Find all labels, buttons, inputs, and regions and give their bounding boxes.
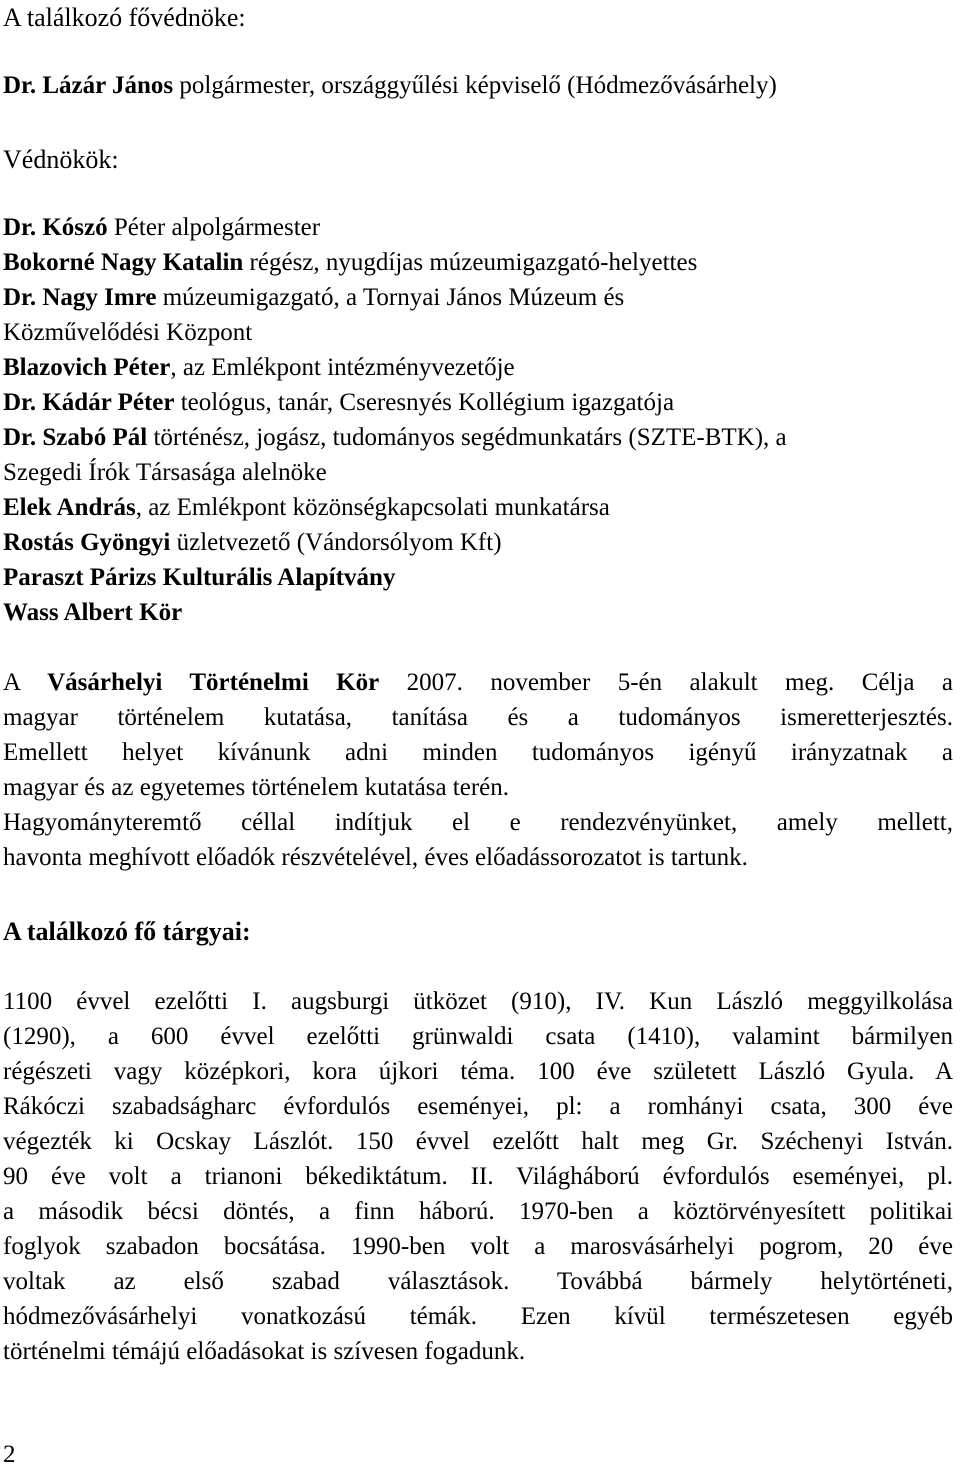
patron-role: polgármester, országgyűlési képviselő (Hódmezővásárhely) <box>173 72 777 99</box>
topics-line: foglyok szabadon bocsátása. 1990-ben volt a marosvásárhelyi pogrom, 20 éve <box>3 1233 953 1260</box>
sponsor-name: Dr. Nagy Imre <box>3 284 157 311</box>
sponsor-role: üzletvezető (Vándorsólyom Kft) <box>170 529 502 556</box>
sponsor-role: , az Emlékpont intézményvezetője <box>170 354 515 381</box>
topics-line: a második bécsi döntés, a finn háború. 1970-ben a köztörvényesített politikai <box>3 1198 953 1225</box>
topics-line: (1290), a 600 évvel ezelőtti grünwaldi csata (1410), valamint bármilyen <box>3 1023 953 1050</box>
sponsor-name: Rostás Gyöngyi <box>3 529 171 556</box>
topics-line: régészeti vagy középkori, kora újkori téma. 100 éve született László Gyula. A <box>3 1058 953 1085</box>
topics-line: hódmezővásárhelyi vonatkozású témák. Ezen kívül természetesen egyéb <box>3 1303 953 1330</box>
topics-heading <box>3 914 953 949</box>
sponsor-name: Dr. Szabó Pál <box>3 424 148 451</box>
sponsor-name: Paraszt Párizs Kulturális Alapítvány <box>3 564 396 591</box>
sponsor-entry <box>3 560 953 595</box>
sponsor-role: történész, jogász, tudományos segédmunkatárs (SZTE-BTK), a <box>147 424 787 451</box>
topics-line: voltak az első szabad választások. Továbbá bármely helytörténeti, <box>3 1268 953 1295</box>
sponsor-name: Dr. Kószó <box>3 214 108 241</box>
sponsor-role: , az Emlékpont közönségkapcsolati munkatársa <box>135 494 610 521</box>
sponsor-role: Szegedi Írók Társasága alelnöke <box>3 459 327 486</box>
intro-line: magyar és az egyetemes történelem kutatása terén. <box>3 774 510 801</box>
sponsor-entry <box>3 525 953 560</box>
topics-line: végezték ki Ocskay Lászlót. 150 évvel ezelőtt halt meg Gr. Széchenyi István. <box>3 1128 953 1155</box>
topics-line: Rákóczi szabadságharc évfordulós eseményei, pl: a romhányi csata, 300 éve <box>3 1093 953 1120</box>
sponsor-entry <box>3 245 953 280</box>
sponsor-name: Dr. Kádár Péter <box>3 389 175 416</box>
sponsor-name: Wass Albert Kör <box>3 599 183 626</box>
intro-lead: A <box>3 669 48 696</box>
sponsor-entry <box>3 385 953 420</box>
intro-line: Emellett helyet kívánunk adni minden tudományos igényű irányzatnak a <box>3 739 953 766</box>
sponsor-role: teológus, tanár, Cseresnyés Kollégium igazgatója <box>174 389 675 416</box>
intro-line: magyar történelem kutatása, tanítása és a tudományos ismeretterjesztés. <box>3 704 953 731</box>
sponsor-entry <box>3 420 953 455</box>
sponsor-entry <box>3 315 953 350</box>
intro-line: Hagyományteremtő céllal indítjuk el e rendezvényünket, amely mellett, <box>3 809 953 836</box>
sponsor-role: Péter alpolgármester <box>107 214 321 241</box>
sponsor-entry <box>3 595 953 630</box>
intro-line: havonta meghívott előadók részvételével, éves előadássorozatot is tartunk. <box>3 844 748 871</box>
intro-text: 2007. november 5-én alakult meg. Célja a <box>379 669 953 696</box>
sponsor-name: Elek András <box>3 494 136 521</box>
topics-line: 1100 évvel ezelőtti I. augsburgi ütközet (910), IV. Kun László meggyilkolása <box>3 988 953 1015</box>
sponsor-entry <box>3 350 953 385</box>
patron-entry <box>3 68 953 103</box>
sponsor-role: régész, nyugdíjas múzeumigazgató-helyettes <box>243 249 698 276</box>
page-number: 2 <box>3 1441 16 1468</box>
topics-line: történelmi témájú előadásokat is szívesen fogadunk. <box>3 1338 526 1365</box>
sponsor-role: múzeumigazgató, a Tornyai János Múzeum és <box>156 284 625 311</box>
topics-line: 90 éve volt a trianoni békediktátum. II. Világháború évfordulós eseményei, pl. <box>3 1163 953 1190</box>
intro-line <box>3 665 953 700</box>
sponsor-entry <box>3 455 953 490</box>
patron-heading: A találkozó fővédnöke: <box>3 3 246 32</box>
sponsor-entry <box>3 280 953 315</box>
sponsor-role: Közművelődési Központ <box>3 319 253 346</box>
organization-name: Vásárhelyi Történelmi Kör <box>47 669 380 696</box>
patron-name: Dr. Lázár János <box>3 72 174 99</box>
topics-heading-text: A találkozó fő tárgyai: <box>3 917 251 946</box>
sponsor-entry <box>3 210 953 245</box>
sponsors-heading: Védnökök: <box>3 145 119 174</box>
sponsor-entry <box>3 490 953 525</box>
sponsor-name: Bokorné Nagy Katalin <box>3 249 244 276</box>
sponsor-name: Blazovich Péter <box>3 354 171 381</box>
